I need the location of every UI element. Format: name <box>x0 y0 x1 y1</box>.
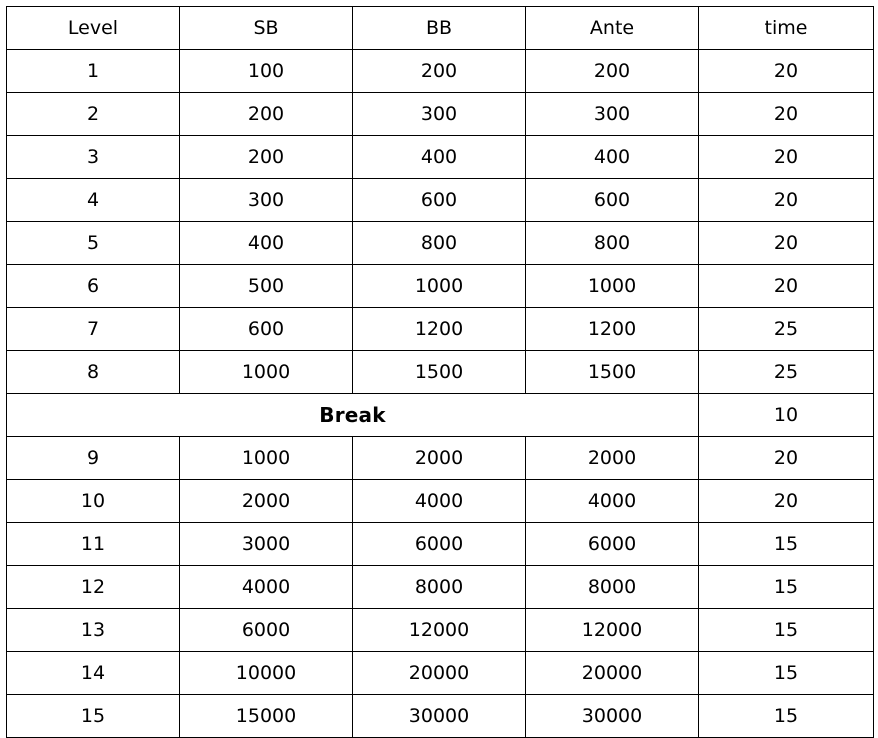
cell-ante: 1500 <box>526 351 699 394</box>
cell-sb: 10000 <box>180 652 353 695</box>
cell-time: 25 <box>699 351 874 394</box>
cell-ante: 300 <box>526 93 699 136</box>
cell-sb: 15000 <box>180 695 353 738</box>
cell-sb: 200 <box>180 93 353 136</box>
cell-bb: 600 <box>353 179 526 222</box>
cell-bb: 1200 <box>353 308 526 351</box>
cell-bb: 8000 <box>353 566 526 609</box>
cell-time: 15 <box>699 652 874 695</box>
cell-level: 8 <box>7 351 180 394</box>
header-row <box>7 7 874 50</box>
cell-sb: 2000 <box>180 480 353 523</box>
cell-bb: 30000 <box>353 695 526 738</box>
cell-ante: 4000 <box>526 480 699 523</box>
header-level: Level <box>7 7 180 50</box>
table-row <box>7 179 874 222</box>
table-row <box>7 652 874 695</box>
table-body <box>7 7 874 738</box>
blind-structure-table <box>6 6 874 738</box>
cell-time: 20 <box>699 179 874 222</box>
header-ante: Ante <box>526 7 699 50</box>
cell-bb: 12000 <box>353 609 526 652</box>
cell-level: 1 <box>7 50 180 93</box>
cell-sb: 6000 <box>180 609 353 652</box>
cell-bb: 1000 <box>353 265 526 308</box>
cell-level: 13 <box>7 609 180 652</box>
cell-ante: 1000 <box>526 265 699 308</box>
table-row <box>7 265 874 308</box>
cell-sb: 400 <box>180 222 353 265</box>
table-row <box>7 480 874 523</box>
cell-level: 6 <box>7 265 180 308</box>
cell-time: 15 <box>699 695 874 738</box>
cell-level: 4 <box>7 179 180 222</box>
cell-sb: 500 <box>180 265 353 308</box>
cell-level: 14 <box>7 652 180 695</box>
cell-sb: 300 <box>180 179 353 222</box>
cell-level: 2 <box>7 93 180 136</box>
cell-time: 25 <box>699 308 874 351</box>
cell-ante: 30000 <box>526 695 699 738</box>
break-row <box>7 394 874 437</box>
cell-ante: 200 <box>526 50 699 93</box>
header-bb: BB <box>353 7 526 50</box>
cell-level: 10 <box>7 480 180 523</box>
cell-sb: 4000 <box>180 566 353 609</box>
cell-bb: 20000 <box>353 652 526 695</box>
cell-sb: 1000 <box>180 437 353 480</box>
table-row <box>7 308 874 351</box>
table-row <box>7 523 874 566</box>
header-sb: SB <box>180 7 353 50</box>
cell-ante: 800 <box>526 222 699 265</box>
cell-bb: 200 <box>353 50 526 93</box>
cell-bb: 800 <box>353 222 526 265</box>
cell-sb: 600 <box>180 308 353 351</box>
table-row <box>7 437 874 480</box>
table-row <box>7 609 874 652</box>
cell-sb: 200 <box>180 136 353 179</box>
cell-bb: 400 <box>353 136 526 179</box>
cell-time: 15 <box>699 566 874 609</box>
cell-time: 20 <box>699 136 874 179</box>
table-row <box>7 222 874 265</box>
table-row <box>7 136 874 179</box>
table-row <box>7 351 874 394</box>
cell-sb: 3000 <box>180 523 353 566</box>
break-time: 10 <box>699 394 874 437</box>
cell-ante: 20000 <box>526 652 699 695</box>
cell-ante: 600 <box>526 179 699 222</box>
cell-sb: 100 <box>180 50 353 93</box>
cell-level: 7 <box>7 308 180 351</box>
cell-ante: 8000 <box>526 566 699 609</box>
table-row <box>7 93 874 136</box>
cell-level: 15 <box>7 695 180 738</box>
cell-bb: 1500 <box>353 351 526 394</box>
cell-bb: 300 <box>353 93 526 136</box>
table-row <box>7 50 874 93</box>
cell-time: 20 <box>699 93 874 136</box>
cell-time: 20 <box>699 50 874 93</box>
cell-level: 5 <box>7 222 180 265</box>
cell-ante: 400 <box>526 136 699 179</box>
table-row <box>7 695 874 738</box>
header-time: time <box>699 7 874 50</box>
cell-level: 12 <box>7 566 180 609</box>
cell-time: 20 <box>699 480 874 523</box>
cell-level: 11 <box>7 523 180 566</box>
cell-ante: 6000 <box>526 523 699 566</box>
cell-time: 15 <box>699 523 874 566</box>
cell-bb: 6000 <box>353 523 526 566</box>
break-label: Break <box>7 394 699 437</box>
cell-sb: 1000 <box>180 351 353 394</box>
cell-bb: 4000 <box>353 480 526 523</box>
cell-time: 20 <box>699 222 874 265</box>
cell-bb: 2000 <box>353 437 526 480</box>
cell-level: 9 <box>7 437 180 480</box>
cell-time: 20 <box>699 437 874 480</box>
cell-time: 15 <box>699 609 874 652</box>
cell-ante: 2000 <box>526 437 699 480</box>
cell-level: 3 <box>7 136 180 179</box>
cell-ante: 1200 <box>526 308 699 351</box>
cell-ante: 12000 <box>526 609 699 652</box>
table-row <box>7 566 874 609</box>
cell-time: 20 <box>699 265 874 308</box>
